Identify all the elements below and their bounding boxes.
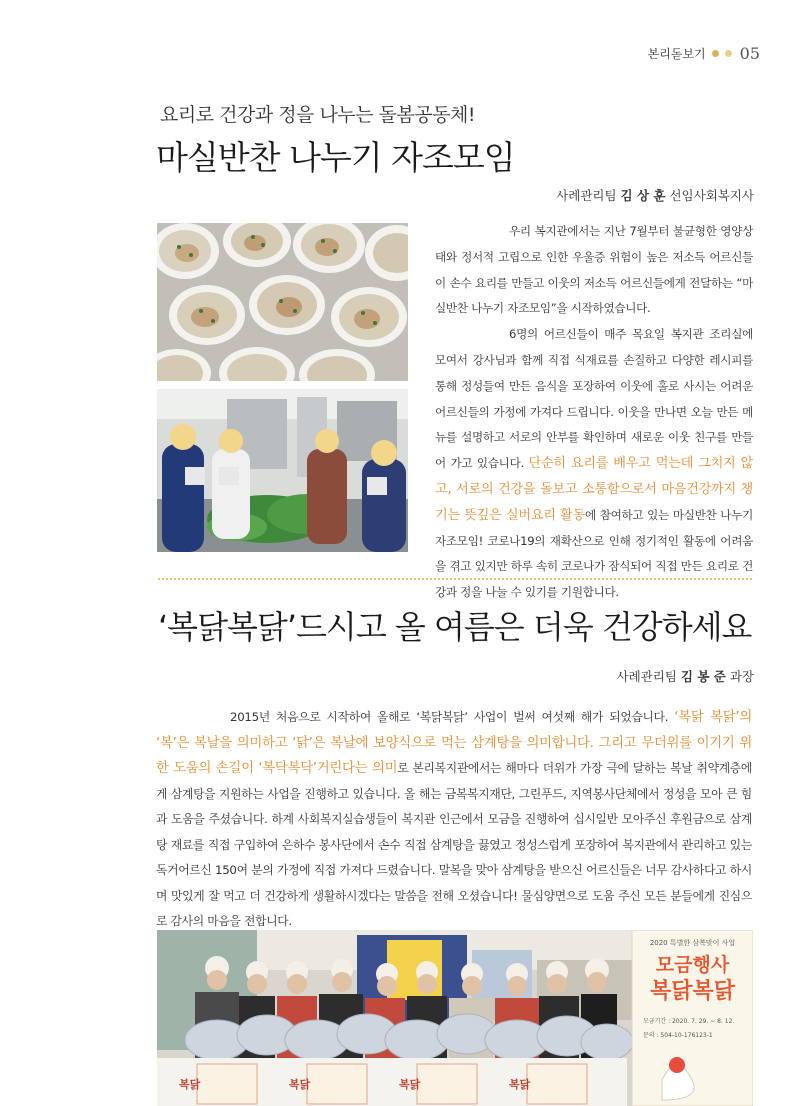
article2-highlight: ‘복닭 복닭’의 ‘복’은 복날을 의미하고 ‘닭’은 복날에 보양식으로 먹는 삼계탕을 의미합니다. 그리고 무더위를 이기기 위한 도움의 손길이 ‘복닥복닥’거린다는 의미 bbox=[156, 710, 752, 776]
banner-label: 복닭 bbox=[179, 1078, 201, 1091]
kitchen-group-photo bbox=[157, 389, 408, 552]
article2-title: ‘복닭복닭’드시고 올 여름은 더욱 건강하세요 bbox=[158, 608, 752, 646]
byline-name: 김 상 훈 bbox=[620, 188, 666, 203]
byline-team: 사례관리팀 bbox=[556, 188, 617, 203]
article1-title: 마실반찬 나누기 자조모임 bbox=[156, 138, 515, 177]
byline-team: 사례관리팀 bbox=[616, 669, 677, 684]
poster-info: 모금기간 : 2020. 7. 29. ~ 8. 12. bbox=[643, 1018, 735, 1025]
article1-para1: 우리 복지관에서는 지난 7월부터 불균형한 영양상태와 정서적 고립으로 인한 우울증 위험이 높은 저소득 어르신들이 손수 요리를 만들고 이웃의 저소득 어르신들에게 전달하는 “마실반찬 나누기 자조모임”을 시작하였습니다. bbox=[435, 224, 753, 316]
banner-label: 복닭 bbox=[399, 1078, 421, 1091]
soup-bowls-photo bbox=[157, 223, 408, 381]
article1-highlight: 단순히 요리를 배우고 먹는데 그치지 않고, 서로의 건강을 돌보고 소통함으로서 마음건강까지 챙기는 뜻깊은 실버요리 활동 bbox=[435, 456, 753, 523]
byline-name: 김 봉 준 bbox=[680, 669, 726, 684]
article1-byline bbox=[556, 186, 754, 204]
article2-byline bbox=[617, 667, 754, 685]
page-header bbox=[648, 44, 760, 63]
article2-text: 2015년 처음으로 시작하여 올해로 ‘복닭복닭’ 사업이 벌써 여섯째 해가 되었습니다. bbox=[230, 710, 675, 724]
article2-para bbox=[156, 705, 752, 935]
header-dot-icon bbox=[712, 50, 719, 57]
byline-role: 선임사회복지사 bbox=[669, 188, 754, 203]
article2-text: 로 본리복지관에서는 해마다 더위가 가장 극에 달하는 복날 취약계층에게 삼계탕을 지원하는 사업을 진행하고 있습니다. 올 해는 금복복지재단, 그린푸드, 지역봉사단체에서 정성을 모아 큰 힘과 도움을 주셨습니다. 하계 사회복지실습생들이 복지관 인근에서 모금을 진행하여 십시일반 모아주신 후원금으로 삼계탕 재료를 직접 구입하여 은하수 봉사단에서 손수 직접 삼계탕을 끓였고 정성스럽게 포장하여 복지관에서 관리하고 있는 독거어르신 150여 분의 가정에 직접 가져다 드렸습니다. 말복을 맞아 삼계탕을 받으신 어르신들은 너무 감사하다고 하시며 맛있게 잘 먹고 더 건강하게 생활하시겠다는 말씀을 전해 오셨습니다! 물심양면으로 도움 주신 모든 분들에게 진심으로 감사의 마음을 전합니다. bbox=[156, 761, 752, 928]
page-number: 05 bbox=[739, 44, 760, 63]
article1-para2-text: 에 참여하고 있는 마실반찬 나누기 자조모임! 코로나19의 재확산으로 인해 정기적인 활동에 어려움을 겪고 있지만 하루 속히 코로나가 잠식되어 직접 만든 요리로 건강과 정을 나눌 수 있기를 기원합니다. bbox=[435, 507, 754, 600]
byline-role: 과장 bbox=[729, 669, 754, 684]
article1-para2-text: 6명의 어르신들이 매주 목요일 복지관 조리실에 모여서 강사님과 함께 직접 식재료를 손질하고 다양한 레시피를 통해 정성들여 만든 음식을 포장하여 이웃에 홀로 사시는 어려운 어르신들의 가정에 가져다 드립니다. 이웃을 만나면 오늘 만든 메뉴를 설명하고 서로의 안부를 확인하며 새로운 이웃 친구를 만들어 가고 있습니다. bbox=[435, 327, 753, 471]
section-label: 본리돋보기 bbox=[647, 47, 706, 61]
header-dot-icon bbox=[725, 50, 732, 57]
poster-line1: 모금행사 bbox=[655, 954, 730, 976]
banner-label: 복닭 bbox=[509, 1078, 531, 1091]
article1-body bbox=[435, 219, 753, 606]
article1-para2 bbox=[435, 322, 753, 606]
poster-top: 2020 특별한 삼복맞이 사업 bbox=[649, 939, 736, 947]
banner-label: 복닭 bbox=[289, 1078, 311, 1091]
volunteers-group-photo bbox=[157, 930, 753, 1106]
article2-body bbox=[156, 705, 752, 935]
poster-line2: 복닭복닭 bbox=[649, 979, 735, 1004]
article1-subtitle: 요리로 건강과 정을 나누는 돌봄공동체! bbox=[160, 104, 475, 126]
poster-info: 문의 : 504-10-176123-1 bbox=[643, 1032, 713, 1039]
section-divider bbox=[158, 578, 752, 580]
